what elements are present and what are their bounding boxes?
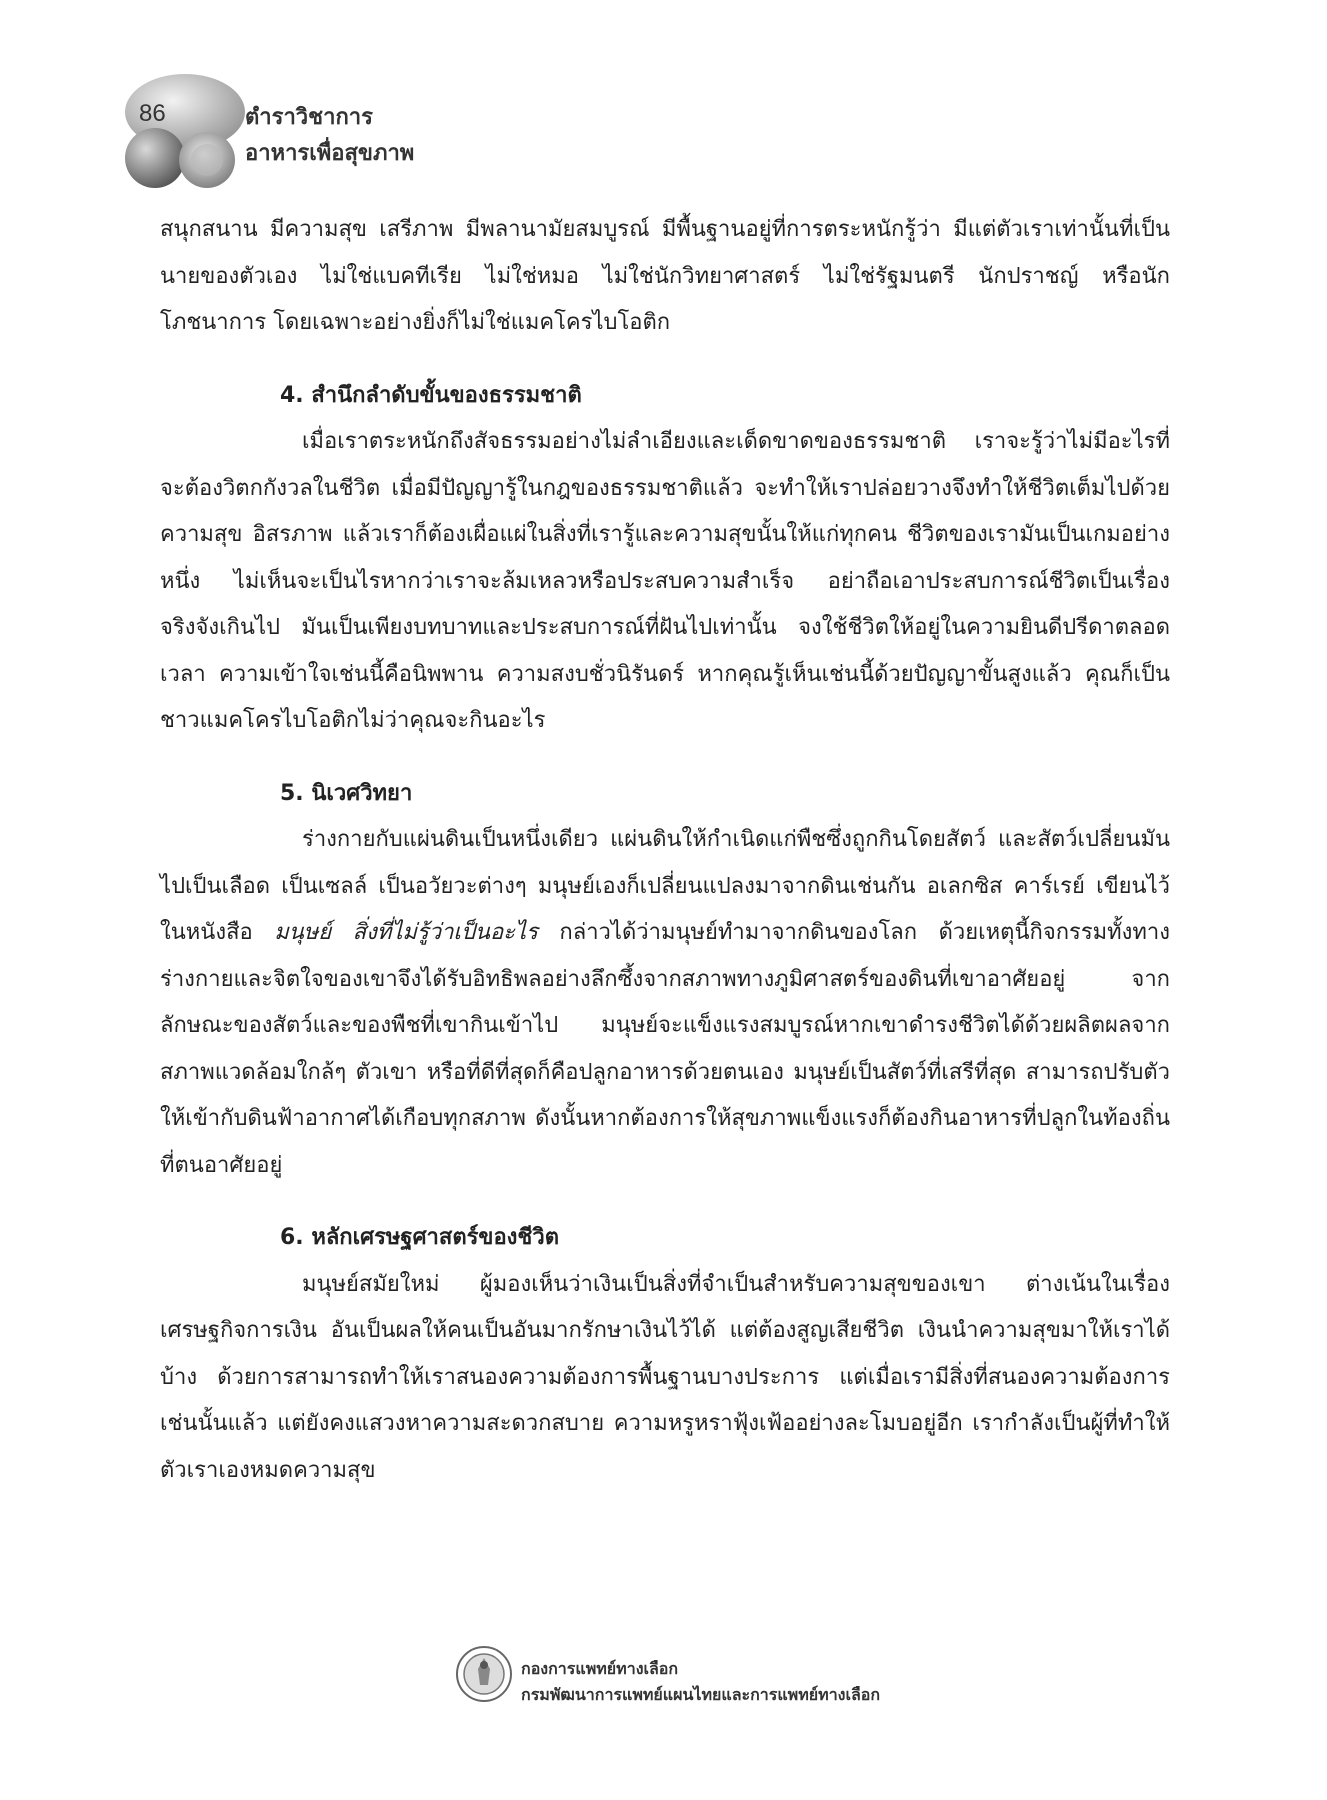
section-6-heading: 6. หลักเศรษฐศาสตร์ของชีวิต	[280, 1225, 559, 1250]
section-5-heading: 5. นิเวศวิทยา	[280, 780, 413, 806]
section-5-body	[160, 817, 1170, 1189]
intro-paragraph: สนุกสนาน มีความสุข เสรีภาพ มีพลานามัยสมบูรณ์ มีพื้นฐานอยู่ที่การตระหนักรู้ว่า มีแต่ตัวเราเท่านั้นที่เป็นนายของตัวเอง ไม่ใช่แบคทีเรีย ไม่ใช่หมอ ไม่ใช่นักวิทยาศาสตร์ ไม่ใช่รัฐมนตรี นักปราชญ์ หรือนักโภชนาการ โดยเฉพาะอย่างยิ่งก็ไม่ใช่แมคโครไบโอติก	[160, 217, 1170, 335]
department-emblem-icon	[455, 1645, 513, 1703]
page-footer	[455, 1645, 1055, 1715]
section-6-body: มนุษย์สมัยใหม่ ผู้มองเห็นว่าเงินเป็นสิ่งที่จำเป็นสำหรับความสุขของเขา ต่างเน้นในเรื่องเศรษฐกิจการเงิน อันเป็นผลให้คนเป็นอันมากรักษาเงินไว้ได้ แต่ต้องสูญเสียชีวิต เงินนำความสุขมาให้เราได้บ้าง ด้วยการสามารถทำให้เราสนองความต้องการพื้นฐานบางประการ แต่เมื่อเรามีสิ่งที่สนองความต้องการเช่นนั้นแล้ว แต่ยังคงแสวงหาความสะดวกสบาย ความหรูหราฟุ้งเฟ้ออย่างละโมบอยู่อีก เรากำลังเป็นผู้ที่ทำให้ตัวเราเองหมดความสุข	[160, 1271, 1170, 1483]
page-body	[160, 207, 1170, 1494]
org-name-line2: กรมพัฒนาการแพทย์แผนไทยและการแพทย์ทางเลือก	[521, 1685, 881, 1704]
running-header	[115, 70, 535, 200]
page-number: 86	[139, 100, 166, 127]
book-title-citation: มนุษย์ สิ่งที่ไม่รู้ว่าเป็นอะไร	[274, 920, 538, 945]
section-5-text-b: กล่าวได้ว่ามนุษย์ทำมาจากดินของโลก ด้วยเหตุนี้กิจกรรมทั้งทางร่างกายและจิตใจของเขาจึงได้รับอิทธิพลอย่างลึกซึ้งจากสภาพทางภูมิศาสตร์ของดินที่เขาอาศัยอยู่ จากลักษณะของสัตว์และของพืชที่เขากินเข้าไป มนุษย์จะแข็งแรงสมบูรณ์หากเขาดำรงชีวิตได้ด้วยผลิตผลจากสภาพแวดล้อมใกล้ๆ ตัวเขา หรือที่ดีที่สุดก็คือปลูกอาหารด้วยตนเอง มนุษย์เป็นสัตว์ที่เสรีที่สุด สามารถปรับตัวให้เข้ากับดินฟ้าอากาศได้เกือบทุกสภาพ ดังนั้นหากต้องการให้สุขภาพแข็งแรงก็ต้องกินอาหารที่ปลูกในท้องถิ่นที่ตนอาศัยอยู่	[160, 920, 1171, 1178]
section-5-text-a: ร่างกายกับแผ่นดินเป็นหนึ่งเดียว แผ่นดินให้กำเนิดแก่พืชซึ่งถูกกินโดยสัตว์ และสัตว์เปลี่ยนมันไปเป็นเลือด เป็นเซลล์ เป็นอวัยวะต่างๆ มนุษย์เองก็เปลี่ยนแปลงมาจากดินเช่นกัน อเลกซิส คาร์เรย์ เขียนไว้ในหนังสือ	[160, 827, 1170, 945]
book-title-line2: อาหารเพื่อสุขภาพ	[245, 141, 415, 166]
org-name-line1: กองการแพทย์ทางเลือก	[521, 1659, 679, 1678]
section-4-heading: 4. สำนึกลำดับขั้นของธรรมชาติ	[280, 382, 582, 408]
book-title	[245, 100, 414, 172]
book-title-line1: ตำราวิชาการ	[245, 105, 373, 130]
section-4-body: เมื่อเราตระหนักถึงสัจธรรมอย่างไม่ลำเอียงและเด็ดขาดของธรรมชาติ เราจะรู้ว่าไม่มีอะไรที่จะต้องวิตกกังวลในชีวิต เมื่อมีปัญญารู้ในกฎของธรรมชาติแล้ว จะทำให้เราปล่อยวางจึงทำให้ชีวิตเต็มไปด้วยความสุข อิสรภาพ แล้วเราก็ต้องเผื่อแผ่ในสิ่งที่เรารู้และความสุขนั้นให้แก่ทุกคน ชีวิตของเรามันเป็นเกมอย่างหนึ่ง ไม่เห็นจะเป็นไรหากว่าเราจะล้มเหลวหรือประสบความสำเร็จ อย่าถือเอาประสบการณ์ชีวิตเป็นเรื่องจริงจังเกินไป มันเป็นเพียงบทบาทและประสบการณ์ที่ฝันไปเท่านั้น จงใช้ชีวิตให้อยู่ในความยินดีปรีดาตลอดเวลา ความเข้าใจเช่นนี้คือนิพพาน ความสงบชั่วนิรันดร์ หากคุณรู้เห็นเช่นนี้ด้วยปัญญาขั้นสูงแล้ว คุณก็เป็นชาวแมคโครไบโอติกไม่ว่าคุณจะกินอะไร	[160, 429, 1170, 733]
fruit-illustration-icon	[115, 70, 245, 190]
